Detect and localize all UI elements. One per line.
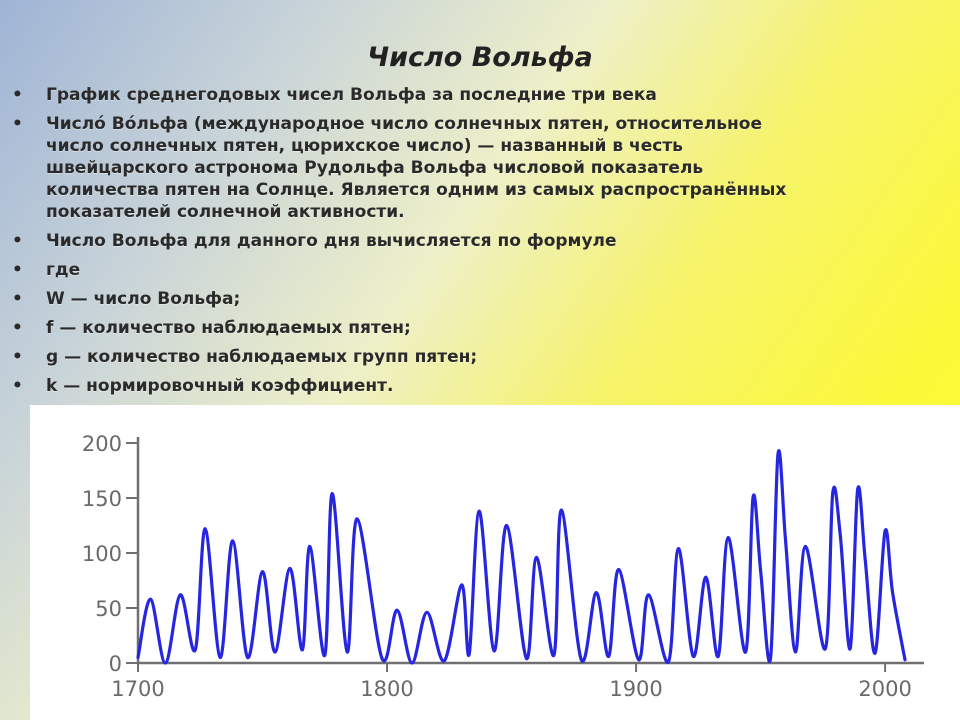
bullet-list bbox=[8, 84, 808, 404]
data-point bbox=[637, 658, 640, 661]
data-point bbox=[904, 658, 907, 661]
data-point bbox=[308, 545, 311, 548]
data-point bbox=[891, 591, 894, 594]
data-point bbox=[164, 662, 167, 665]
data-point bbox=[784, 538, 787, 541]
y-tick-label: 0 bbox=[108, 652, 122, 676]
slide-title: Число Вольфа bbox=[367, 42, 593, 73]
data-point bbox=[426, 611, 429, 614]
data-point bbox=[856, 488, 859, 491]
data-point bbox=[356, 518, 359, 521]
data-point bbox=[525, 657, 528, 660]
bullet-item: • k — нормировочный коэффициент. bbox=[8, 375, 808, 397]
data-point bbox=[580, 658, 583, 661]
data-point bbox=[149, 598, 152, 601]
data-point bbox=[478, 510, 481, 513]
data-point bbox=[794, 651, 797, 654]
data-point bbox=[231, 540, 234, 543]
data-point bbox=[443, 659, 446, 662]
data-point bbox=[460, 584, 463, 587]
y-tick-label: 50 bbox=[95, 597, 122, 621]
bullet-item: • Числó Вóльфа (международное число солнечных пятен, относительное число солнечных пятен, цюрихское число) — названный в честь швейцарского астронома Рудольфа Вольфа числовой показатель количества пятен на Солнце. Является одним из самых распространённых показателей солнечной активности. bbox=[8, 113, 808, 223]
data-point bbox=[553, 654, 556, 657]
x-tick-label: 2000 bbox=[858, 677, 912, 701]
bullet-item: • где bbox=[8, 259, 808, 281]
data-point bbox=[560, 509, 563, 512]
data-point bbox=[717, 655, 720, 658]
data-point bbox=[727, 536, 730, 539]
data-point bbox=[194, 648, 197, 651]
data-point bbox=[752, 496, 755, 499]
bullet-item: • g — количество наблюдаемых групп пятен; bbox=[8, 346, 808, 368]
data-point bbox=[692, 655, 695, 658]
data-point bbox=[331, 492, 334, 495]
x-tick-label: 1700 bbox=[111, 677, 165, 701]
series-line bbox=[138, 451, 905, 663]
data-point bbox=[261, 570, 264, 573]
data-point bbox=[839, 534, 842, 537]
data-point bbox=[677, 547, 680, 550]
data-point bbox=[396, 609, 399, 612]
data-point bbox=[301, 648, 304, 651]
data-point bbox=[179, 593, 182, 596]
data-point bbox=[505, 524, 508, 527]
y-tick-label: 200 bbox=[81, 432, 122, 456]
data-point bbox=[617, 568, 620, 571]
data-point bbox=[493, 650, 496, 653]
x-tick-label: 1800 bbox=[360, 677, 414, 701]
bullet-item: • Число Вольфа для данного дня вычисляется по формуле bbox=[8, 230, 808, 252]
data-point bbox=[864, 558, 867, 561]
chart-panel bbox=[30, 405, 960, 720]
data-point bbox=[289, 567, 292, 570]
data-point bbox=[884, 530, 887, 533]
y-tick-label: 100 bbox=[81, 542, 122, 566]
data-point bbox=[824, 647, 827, 650]
data-point bbox=[777, 453, 780, 456]
data-point bbox=[607, 655, 610, 658]
data-point bbox=[849, 647, 852, 650]
bullet-item: • f — количество наблюдаемых пятен; bbox=[8, 317, 808, 339]
data-point bbox=[667, 661, 670, 664]
data-point bbox=[137, 656, 140, 659]
data-point bbox=[411, 662, 414, 665]
data-point bbox=[468, 653, 471, 656]
data-point bbox=[381, 657, 384, 660]
wolf-number-chart bbox=[30, 405, 960, 720]
data-point bbox=[246, 656, 249, 659]
y-tick-label: 150 bbox=[81, 487, 122, 511]
bullet-item: • График среднегодовых чисел Вольфа за последние три века bbox=[8, 84, 808, 106]
data-point bbox=[595, 591, 598, 594]
data-point bbox=[804, 545, 807, 548]
data-point bbox=[769, 657, 772, 660]
data-point bbox=[744, 651, 747, 654]
data-point bbox=[831, 491, 834, 494]
data-point bbox=[647, 593, 650, 596]
data-point bbox=[874, 652, 877, 655]
data-point bbox=[704, 576, 707, 579]
data-point bbox=[219, 656, 222, 659]
data-point bbox=[759, 569, 762, 572]
data-point bbox=[204, 527, 207, 530]
data-point bbox=[346, 651, 349, 654]
x-tick-label: 1900 bbox=[609, 677, 663, 701]
data-point bbox=[274, 651, 277, 654]
bullet-item: • W — число Вольфа; bbox=[8, 288, 808, 310]
data-point bbox=[535, 556, 538, 559]
data-point bbox=[323, 654, 326, 657]
